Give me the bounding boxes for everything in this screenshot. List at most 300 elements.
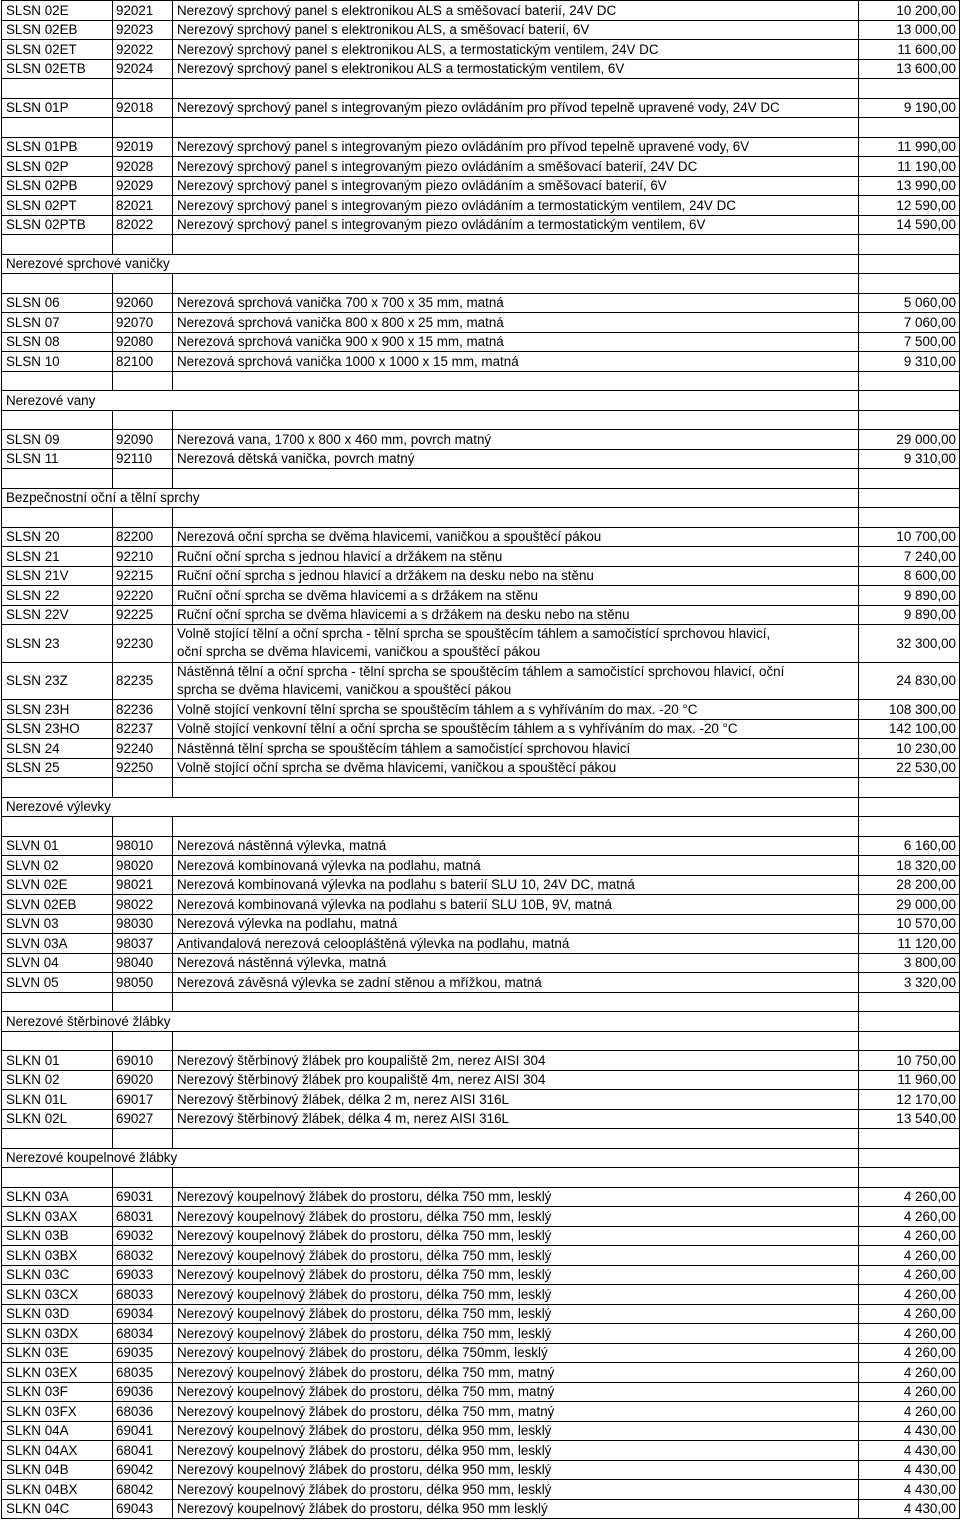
product-price: 11 990,00	[859, 137, 960, 157]
empty-cell	[2, 992, 113, 1012]
table-row	[2, 196, 960, 216]
product-description: Nerezová výlevka na podlahu, matná	[173, 914, 859, 934]
product-description: Nerezový koupelnový žlábek do prostoru, délka 750 mm, matný	[173, 1402, 859, 1422]
product-price: 9 310,00	[859, 352, 960, 372]
product-number: 82022	[113, 215, 173, 235]
product-code: SLSN 20	[2, 527, 113, 547]
section-heading-row	[2, 1148, 960, 1168]
product-number: 92215	[113, 566, 173, 586]
empty-cell	[859, 79, 960, 99]
empty-cell	[859, 391, 960, 411]
product-code: SLKN 03D	[2, 1304, 113, 1324]
product-code: SLKN 03AX	[2, 1207, 113, 1227]
product-price: 7 060,00	[859, 313, 960, 333]
empty-cell	[113, 508, 173, 528]
table-row	[2, 1421, 960, 1441]
product-number: 98020	[113, 856, 173, 876]
product-price: 12 170,00	[859, 1090, 960, 1110]
empty-cell	[2, 274, 113, 294]
product-price: 7 500,00	[859, 332, 960, 352]
section-heading-row	[2, 254, 960, 274]
product-description: Nerezový sprchový panel s integrovaným piezo ovládáním pro přívod tepelně upravené vody, 6V	[173, 137, 859, 157]
empty-cell	[173, 1129, 859, 1149]
product-price: 18 320,00	[859, 856, 960, 876]
empty-cell	[859, 371, 960, 391]
empty-cell	[2, 371, 113, 391]
product-price: 10 750,00	[859, 1051, 960, 1071]
empty-cell	[113, 274, 173, 294]
empty-cell	[173, 79, 859, 99]
product-number: 98010	[113, 836, 173, 856]
table-row	[2, 836, 960, 856]
table-row	[2, 98, 960, 118]
empty-cell	[859, 235, 960, 255]
table-row	[2, 739, 960, 759]
empty-cell	[173, 371, 859, 391]
product-price: 4 430,00	[859, 1460, 960, 1480]
section-heading: Nerezové vany	[2, 391, 173, 411]
empty-cell	[113, 235, 173, 255]
table-row	[2, 1324, 960, 1344]
blank-row	[2, 778, 960, 798]
product-description: Nerezový štěrbinový žlábek pro koupaliště 2m, nerez AISI 304	[173, 1051, 859, 1071]
product-number: 69031	[113, 1187, 173, 1207]
product-price: 5 060,00	[859, 293, 960, 313]
empty-cell	[859, 508, 960, 528]
product-description: Antivandalová nerezová celoopláštěná výlevka na podlahu, matná	[173, 934, 859, 954]
empty-cell	[859, 1168, 960, 1188]
table-row	[2, 1499, 960, 1519]
product-code: SLVN 02E	[2, 875, 113, 895]
product-number: 98021	[113, 875, 173, 895]
product-code: SLKN 04C	[2, 1499, 113, 1519]
product-description: Nerezový koupelnový žlábek do prostoru, délka 950 mm, lesklý	[173, 1460, 859, 1480]
product-number: 69034	[113, 1304, 173, 1324]
product-code: SLSN 23HO	[2, 719, 113, 739]
product-description: Ruční oční sprcha se dvěma hlavicemi a s držákem na stěnu	[173, 586, 859, 606]
product-number: 92080	[113, 332, 173, 352]
product-price: 11 600,00	[859, 40, 960, 60]
product-price: 14 590,00	[859, 215, 960, 235]
product-description: Nerezová vana, 1700 x 800 x 460 mm, povrch matný	[173, 430, 859, 450]
empty-cell	[2, 1031, 113, 1051]
product-number: 82236	[113, 700, 173, 720]
table-row	[2, 1265, 960, 1285]
empty-cell	[2, 79, 113, 99]
section-heading-row	[2, 1012, 960, 1032]
product-number: 92250	[113, 758, 173, 778]
product-number: 68035	[113, 1363, 173, 1383]
product-description: Nerezová oční sprcha se dvěma hlavicemi, vaničkou a spouštěcí pákou	[173, 527, 859, 547]
table-row	[2, 1343, 960, 1363]
empty-cell	[859, 992, 960, 1012]
blank-row	[2, 1168, 960, 1188]
product-number: 69032	[113, 1226, 173, 1246]
product-number: 92028	[113, 157, 173, 177]
table-row	[2, 625, 960, 663]
product-number: 92023	[113, 20, 173, 40]
section-heading: Nerezové koupelnové žlábky	[2, 1148, 173, 1168]
product-description: Nerezový koupelnový žlábek do prostoru, délka 750mm, lesklý	[173, 1343, 859, 1363]
blank-row	[2, 410, 960, 430]
table-row	[2, 856, 960, 876]
product-number: 92090	[113, 430, 173, 450]
table-row	[2, 1090, 960, 1110]
product-number: 92019	[113, 137, 173, 157]
section-heading-row	[2, 391, 960, 411]
product-code: SLKN 03E	[2, 1343, 113, 1363]
product-description: Nerezový koupelnový žlábek do prostoru, délka 750 mm, lesklý	[173, 1246, 859, 1266]
product-price: 4 260,00	[859, 1343, 960, 1363]
table-row	[2, 527, 960, 547]
product-code: SLSN 24	[2, 739, 113, 759]
product-description: Nerezový sprchový panel s integrovaným piezo ovládáním pro přívod tepelně upravené vody, 24V DC	[173, 98, 859, 118]
empty-cell	[859, 817, 960, 837]
product-description: Nerezová závěsná výlevka se zadní stěnou a mřížkou, matná	[173, 973, 859, 993]
product-number: 92024	[113, 59, 173, 79]
table-row	[2, 1070, 960, 1090]
description-line: Volně stojící tělní a oční sprcha - tělní sprcha se spouštěcím táhlem a samočistící sprchovou hlavicí,	[177, 626, 771, 642]
product-code: SLSN 02ET	[2, 40, 113, 60]
product-number: 82200	[113, 527, 173, 547]
product-description: Nerezová nástěnná výlevka, matná	[173, 953, 859, 973]
product-price: 4 260,00	[859, 1226, 960, 1246]
blank-row	[2, 1129, 960, 1149]
product-code: SLSN 25	[2, 758, 113, 778]
product-price: 32 300,00	[859, 625, 960, 663]
product-code: SLSN 09	[2, 430, 113, 450]
table-row	[2, 332, 960, 352]
blank-row	[2, 371, 960, 391]
product-number: 69033	[113, 1265, 173, 1285]
product-code: SLKN 04BX	[2, 1480, 113, 1500]
empty-cell	[173, 235, 859, 255]
empty-cell	[173, 778, 859, 798]
product-price: 29 000,00	[859, 895, 960, 915]
product-price: 4 430,00	[859, 1441, 960, 1461]
table-row	[2, 1226, 960, 1246]
product-description: Nerezový sprchový panel s integrovaným piezo ovládáním a termostatickým ventilem, 6V	[173, 215, 859, 235]
table-row	[2, 1480, 960, 1500]
product-description: Nerezový sprchový panel s elektronikou ALS, a termostatickým ventilem, 24V DC	[173, 40, 859, 60]
empty-cell	[2, 1129, 113, 1149]
product-code: SLSN 02E	[2, 1, 113, 21]
product-code: SLKN 02	[2, 1070, 113, 1090]
product-code: SLSN 22	[2, 586, 113, 606]
product-number: 98037	[113, 934, 173, 954]
product-price: 10 230,00	[859, 739, 960, 759]
table-row	[2, 1, 960, 21]
product-number: 69017	[113, 1090, 173, 1110]
description-line: Nástěnná tělní a oční sprcha - tělní sprcha se spouštěcím táhlem a samočistící sprchovou hlavicí, oční	[177, 663, 785, 679]
product-number: 68031	[113, 1207, 173, 1227]
product-code: SLKN 03F	[2, 1382, 113, 1402]
product-description: Nerezový koupelnový žlábek do prostoru, délka 750 mm, matný	[173, 1382, 859, 1402]
product-code: SLSN 23	[2, 625, 113, 663]
table-row	[2, 1402, 960, 1422]
product-number: 68032	[113, 1246, 173, 1266]
empty-cell	[859, 254, 960, 274]
table-row	[2, 215, 960, 235]
product-code: SLKN 03CX	[2, 1285, 113, 1305]
product-code: SLKN 04A	[2, 1421, 113, 1441]
empty-cell	[173, 274, 859, 294]
product-code: SLSN 02PB	[2, 176, 113, 196]
product-price: 7 240,00	[859, 547, 960, 567]
product-code: SLSN 11	[2, 449, 113, 469]
product-description: Nerezová kombinovaná výlevka na podlahu s baterií SLU 10B, 9V, matná	[173, 895, 859, 915]
product-description: Nerezová kombinovaná výlevka na podlahu s baterií SLU 10, 24V DC, matná	[173, 875, 859, 895]
product-description: Nerezový sprchový panel s integrovaným piezo ovládáním a směšovací baterií, 24V DC	[173, 157, 859, 177]
table-row	[2, 40, 960, 60]
empty-cell	[173, 254, 859, 274]
table-row	[2, 1304, 960, 1324]
product-description: Nerezový koupelnový žlábek do prostoru, délka 950 mm, lesklý	[173, 1480, 859, 1500]
product-description: Nerezový sprchový panel s elektronikou ALS, a směšovací baterií, 6V	[173, 20, 859, 40]
product-description: Nerezový koupelnový žlábek do prostoru, délka 750 mm, lesklý	[173, 1304, 859, 1324]
product-code: SLKN 01L	[2, 1090, 113, 1110]
product-code: SLSN 10	[2, 352, 113, 372]
product-code: SLSN 02EB	[2, 20, 113, 40]
product-number: 92060	[113, 293, 173, 313]
product-number: 69041	[113, 1421, 173, 1441]
table-row	[2, 59, 960, 79]
product-price: 4 430,00	[859, 1499, 960, 1519]
product-code: SLSN 07	[2, 313, 113, 333]
product-code: SLKN 03B	[2, 1226, 113, 1246]
product-number: 68041	[113, 1441, 173, 1461]
table-row	[2, 1285, 960, 1305]
product-price: 8 600,00	[859, 566, 960, 586]
product-description: Nerezový sprchový panel s integrovaným piezo ovládáním a směšovací baterií, 6V	[173, 176, 859, 196]
table-row	[2, 157, 960, 177]
product-price: 13 540,00	[859, 1109, 960, 1129]
product-description: Volně stojící venkovní tělní a oční sprcha se spouštěcím táhlem a s vyhříváním do max. -20 °C	[173, 719, 859, 739]
product-number: 92022	[113, 40, 173, 60]
table-row	[2, 914, 960, 934]
empty-cell	[113, 992, 173, 1012]
product-description: Nerezový koupelnový žlábek do prostoru, délka 750 mm, lesklý	[173, 1285, 859, 1305]
price-list-table	[1, 0, 960, 1519]
product-code: SLSN 02ETB	[2, 59, 113, 79]
empty-cell	[173, 1148, 859, 1168]
product-number: 82235	[113, 662, 173, 700]
product-code: SLSN 08	[2, 332, 113, 352]
empty-cell	[173, 118, 859, 138]
empty-cell	[2, 508, 113, 528]
product-description: Nerezový sprchový panel s elektronikou ALS a směšovací baterií, 24V DC	[173, 1, 859, 21]
empty-cell	[173, 1168, 859, 1188]
product-number: 68034	[113, 1324, 173, 1344]
product-price: 4 260,00	[859, 1187, 960, 1207]
product-code: SLVN 01	[2, 836, 113, 856]
table-row	[2, 1109, 960, 1129]
table-row	[2, 1246, 960, 1266]
product-description: Nerezová sprchová vanička 800 x 800 x 25 mm, matná	[173, 313, 859, 333]
blank-row	[2, 235, 960, 255]
product-price: 10 570,00	[859, 914, 960, 934]
product-price: 9 310,00	[859, 449, 960, 469]
empty-cell	[859, 469, 960, 489]
blank-row	[2, 79, 960, 99]
empty-cell	[113, 778, 173, 798]
product-description: Nerezová dětská vanička, povrch matný	[173, 449, 859, 469]
empty-cell	[173, 508, 859, 528]
blank-row	[2, 817, 960, 837]
product-code: SLSN 22V	[2, 605, 113, 625]
empty-cell	[173, 1012, 859, 1032]
empty-cell	[859, 118, 960, 138]
empty-cell	[859, 488, 960, 508]
product-price: 4 430,00	[859, 1421, 960, 1441]
description-line: oční sprcha se dvěma hlavicemi, vaničkou a spouštěcí pákou	[177, 644, 541, 660]
empty-cell	[859, 1129, 960, 1149]
product-code: SLSN 01P	[2, 98, 113, 118]
product-description: Nerezový koupelnový žlábek do prostoru, délka 750 mm, lesklý	[173, 1226, 859, 1246]
product-number: 92021	[113, 1, 173, 21]
product-description: Volně stojící venkovní tělní sprcha se spouštěcím táhlem a s vyhříváním do max. -20 °C	[173, 700, 859, 720]
empty-cell	[2, 118, 113, 138]
product-code: SLKN 04AX	[2, 1441, 113, 1461]
product-number: 82237	[113, 719, 173, 739]
product-price: 4 260,00	[859, 1207, 960, 1227]
product-price: 13 600,00	[859, 59, 960, 79]
product-number: 69042	[113, 1460, 173, 1480]
product-code: SLKN 03A	[2, 1187, 113, 1207]
empty-cell	[173, 797, 859, 817]
product-description: Nerezová nástěnná výlevka, matná	[173, 836, 859, 856]
product-description: Nerezová kombinovaná výlevka na podlahu, matná	[173, 856, 859, 876]
table-row	[2, 875, 960, 895]
empty-cell	[859, 274, 960, 294]
product-price: 3 800,00	[859, 953, 960, 973]
product-description: Ruční oční sprcha s jednou hlavicí a držákem na desku nebo na stěnu	[173, 566, 859, 586]
table-row	[2, 313, 960, 333]
product-code: SLVN 03A	[2, 934, 113, 954]
blank-row	[2, 508, 960, 528]
product-code: SLKN 03DX	[2, 1324, 113, 1344]
product-price: 4 260,00	[859, 1304, 960, 1324]
product-description: Nástěnná tělní sprcha se spouštěcím táhlem a samočistící sprchovou hlavicí	[173, 739, 859, 759]
product-description: Nerezová sprchová vanička 900 x 900 x 15 mm, matná	[173, 332, 859, 352]
table-row	[2, 20, 960, 40]
product-price: 22 530,00	[859, 758, 960, 778]
product-code: SLVN 02	[2, 856, 113, 876]
table-row	[2, 293, 960, 313]
empty-cell	[2, 410, 113, 430]
table-row	[2, 1441, 960, 1461]
product-price: 108 300,00	[859, 700, 960, 720]
product-number: 69010	[113, 1051, 173, 1071]
product-description: Nerezová sprchová vanička 700 x 700 x 35 mm, matná	[173, 293, 859, 313]
product-number: 98030	[113, 914, 173, 934]
empty-cell	[173, 817, 859, 837]
table-row	[2, 700, 960, 720]
product-description: Ruční oční sprcha se dvěma hlavicemi a s držákem na desku nebo na stěnu	[173, 605, 859, 625]
price-list-body	[2, 1, 960, 1519]
product-code: SLSN 02PTB	[2, 215, 113, 235]
product-number: 69020	[113, 1070, 173, 1090]
product-code: SLSN 02PT	[2, 196, 113, 216]
product-description: Nerezový sprchový panel s elektronikou ALS a termostatickým ventilem, 6V	[173, 59, 859, 79]
product-number: 68042	[113, 1480, 173, 1500]
product-price: 4 260,00	[859, 1246, 960, 1266]
product-price: 9 190,00	[859, 98, 960, 118]
product-description: Nerezový koupelnový žlábek do prostoru, délka 950 mm, lesklý	[173, 1441, 859, 1461]
empty-cell	[173, 488, 859, 508]
blank-row	[2, 469, 960, 489]
product-description: Volně stojící oční sprcha se dvěma hlavicemi, vaničkou a spouštěcí pákou	[173, 758, 859, 778]
table-row	[2, 605, 960, 625]
empty-cell	[2, 817, 113, 837]
empty-cell	[113, 469, 173, 489]
table-row	[2, 758, 960, 778]
table-row	[2, 566, 960, 586]
product-code: SLSN 21	[2, 547, 113, 567]
table-row	[2, 1460, 960, 1480]
product-number: 69035	[113, 1343, 173, 1363]
product-price: 9 890,00	[859, 605, 960, 625]
product-number: 92110	[113, 449, 173, 469]
product-description: Nerezový koupelnový žlábek do prostoru, délka 950 mm lesklý	[173, 1499, 859, 1519]
product-description: Nerezový sprchový panel s integrovaným piezo ovládáním a termostatickým ventilem, 24V DC	[173, 196, 859, 216]
product-code: SLSN 21V	[2, 566, 113, 586]
empty-cell	[859, 410, 960, 430]
product-description: Nerezový koupelnový žlábek do prostoru, délka 750 mm, lesklý	[173, 1324, 859, 1344]
product-code: SLKN 04B	[2, 1460, 113, 1480]
product-number: 92220	[113, 586, 173, 606]
product-price: 10 200,00	[859, 1, 960, 21]
product-code: SLKN 01	[2, 1051, 113, 1071]
product-number: 92029	[113, 176, 173, 196]
product-number: 92210	[113, 547, 173, 567]
product-code: SLKN 03C	[2, 1265, 113, 1285]
table-row	[2, 449, 960, 469]
product-price: 11 190,00	[859, 157, 960, 177]
empty-cell	[113, 371, 173, 391]
product-number: 92230	[113, 625, 173, 663]
product-code: SLKN 03BX	[2, 1246, 113, 1266]
empty-cell	[2, 778, 113, 798]
section-heading: Bezpečnostní oční a tělní sprchy	[2, 488, 173, 508]
empty-cell	[2, 1168, 113, 1188]
product-price: 6 160,00	[859, 836, 960, 856]
product-price: 4 260,00	[859, 1402, 960, 1422]
empty-cell	[859, 797, 960, 817]
empty-cell	[173, 1031, 859, 1051]
product-description: Nerezová sprchová vanička 1000 x 1000 x 15 mm, matná	[173, 352, 859, 372]
product-price: 11 120,00	[859, 934, 960, 954]
product-number: 69043	[113, 1499, 173, 1519]
empty-cell	[113, 1129, 173, 1149]
product-number: 92225	[113, 605, 173, 625]
product-price: 11 960,00	[859, 1070, 960, 1090]
product-description: Nerezový štěrbinový žlábek, délka 4 m, nerez AISI 316L	[173, 1109, 859, 1129]
table-row	[2, 176, 960, 196]
product-number: 98050	[113, 973, 173, 993]
product-code: SLKN 02L	[2, 1109, 113, 1129]
table-row	[2, 934, 960, 954]
product-price: 13 000,00	[859, 20, 960, 40]
table-row	[2, 586, 960, 606]
product-description: Nerezový koupelnový žlábek do prostoru, délka 750 mm, lesklý	[173, 1187, 859, 1207]
product-description	[173, 625, 859, 663]
product-number: 98040	[113, 953, 173, 973]
product-code: SLSN 01PB	[2, 137, 113, 157]
blank-row	[2, 992, 960, 1012]
empty-cell	[2, 469, 113, 489]
empty-cell	[859, 1012, 960, 1032]
